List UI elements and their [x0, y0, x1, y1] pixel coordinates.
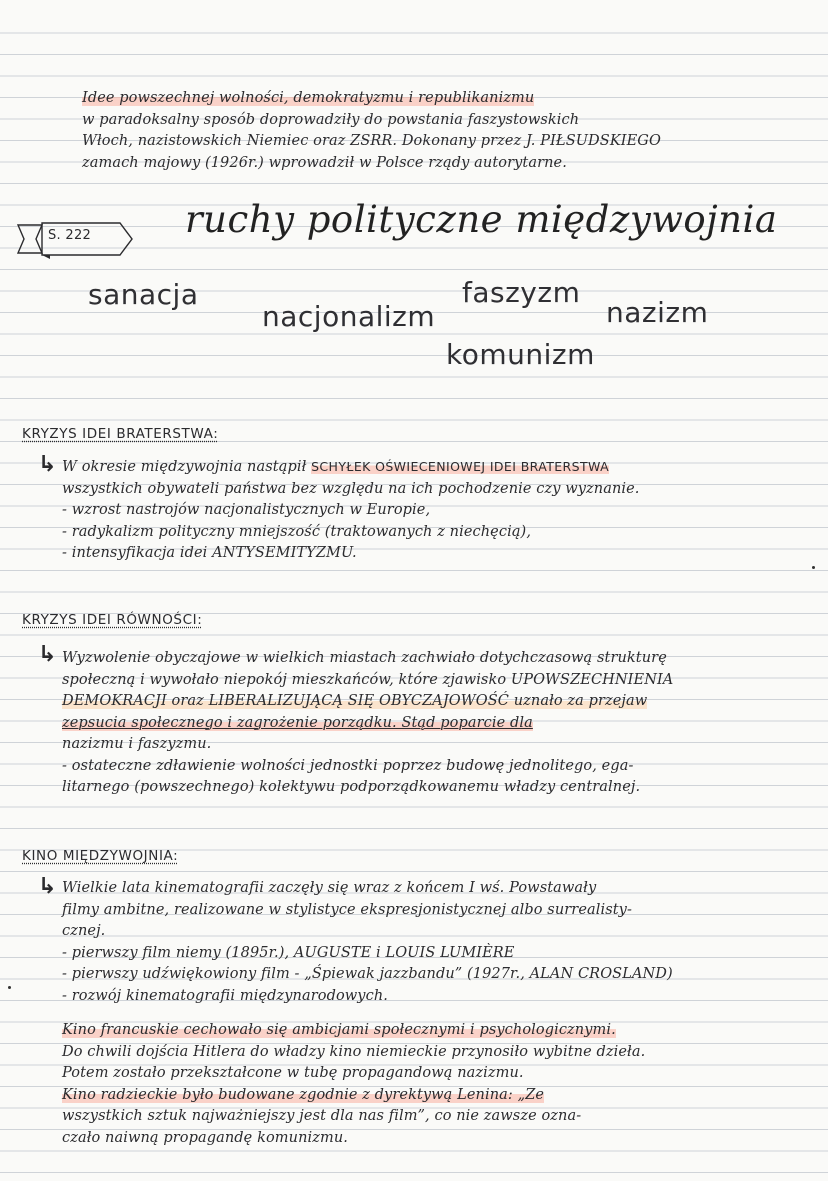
intro-line-4: zamach majowy (1926r.) wprowadził w Polsce rządy autorytarne.: [82, 154, 567, 171]
arrow-icon: ↳: [38, 452, 57, 477]
section3-bullet-3: - rozwój kinematografii międzynarodowych.: [62, 987, 388, 1004]
margin-dot: [812, 566, 815, 569]
intro-paragraph: [82, 88, 802, 174]
section1-bullet-2: - radykalizm polityczny mniejszość (traktowanych z niechęcią),: [62, 523, 532, 540]
closing-line-1: Kino francuskie cechowało się ambicjami społecznymi i psychologicznymi.: [62, 1022, 616, 1038]
section3-line-2: filmy ambitne, realizowane w stylistyce ekspresjonistycznej albo surrealisty-: [62, 901, 632, 918]
intro-line-2: w paradoksalny sposób doprowadziły do powstania faszystowskich: [82, 111, 580, 128]
section2-bullet-2: litarnego (powszechnego) kolektywu podporządkowanemu władzy centralnej.: [62, 779, 641, 795]
closing-line-6: czało naiwną propagandę komunizmu.: [62, 1129, 348, 1146]
topic-komunizm: komunizm: [446, 338, 595, 371]
section2-line-5: nazizmu i faszyzmu.: [62, 736, 212, 752]
closing-line-4: Kino radzieckie było budowane zgodnie z dyrektywą Lenina: „Ze: [62, 1086, 545, 1103]
topic-nacjonalizm: nacjonalizm: [262, 300, 436, 333]
section3-bullet-2: - pierwszy udźwiękowiony film - „Śpiewak jazzbandu” (1927r., ALAN CROSLAND): [62, 966, 673, 982]
section1-line-1: W okresie międzywojnia nastąpił SCHYŁEK OŚWIECENIOWEJ IDEI BRATERSTWA: [62, 459, 610, 475]
page-ref-label: S. 222: [48, 228, 92, 243]
section2-line-3: DEMOKRACJI oraz LIBERALIZUJĄCĄ SIĘ OBYCZAJOWOŚĆ uznało za przejaw: [62, 693, 648, 709]
closing-line-2: Do chwili dojścia Hitlera do władzy kino niemieckie przynosiło wybitne dzieła.: [62, 1043, 646, 1060]
arrow-icon: ↳: [38, 642, 57, 667]
closing-paragraph: [62, 1020, 822, 1149]
section2-bullet-1: - ostateczne zdławienie wolności jednostki poprzez budowę jednolitego, ega-: [62, 757, 634, 774]
intro-line-3: Włoch, nazistowskich Niemiec oraz ZSRR. Dokonany przez J. PIŁSUDSKIEGO: [82, 133, 661, 149]
section1-line-2: wszystkich obywateli państwa bez względu na ich pochodzenie czy wyznanie.: [62, 480, 640, 497]
section1-bullet-3: - intensyfikacja idei ANTYSEMITYZMU.: [62, 545, 357, 561]
topic-sanacja: sanacja: [88, 278, 199, 311]
margin-dot: [8, 986, 11, 989]
page-title: ruchy polityczne międzywojnia: [185, 198, 778, 241]
closing-line-3: Potem zostało przekształcone w tubę propagandową nazizmu.: [62, 1065, 524, 1081]
section3-body: [62, 878, 822, 1007]
intro-line-1: Idee powszechnej wolności, demokratyzmu i republikanizmu: [82, 90, 535, 106]
section1-bullet-1: - wzrost nastrojów nacjonalistycznych w Europie,: [62, 502, 431, 518]
section2-line-1: Wyzwolenie obyczajowe w wielkich miastach zachwiało dotychczasową strukturę: [62, 650, 667, 666]
section2-body: [62, 648, 822, 799]
section-heading-kino: KINO MIĘDZYWOJNIA:: [22, 848, 179, 864]
topic-faszyzm: faszyzm: [462, 276, 581, 309]
section2-line-4: zepsucia społecznego i zagrożenie porządku. Stąd poparcie dla: [62, 714, 533, 731]
section-heading-rownosc: KRYZYS IDEI RÓWNOŚCI:: [22, 612, 203, 628]
arrow-icon: ↳: [38, 874, 57, 899]
closing-line-5: wszystkich sztuk najważniejszy jest dla nas film”, co nie zawsze ozna-: [62, 1108, 582, 1124]
section1-body: [62, 456, 822, 565]
section2-line-2: społeczną i wywołało niepokój mieszkańców, które zjawisko UPOWSZECHNIENIA: [62, 671, 674, 688]
topic-nazizm: nazizm: [606, 296, 709, 329]
section3-line-3: cznej.: [62, 923, 106, 939]
section3-bullet-1: - pierwszy film niemy (1895r.), AUGUSTE i LOUIS LUMIÈRE: [62, 944, 515, 961]
section-heading-braterstwo: KRYZYS IDEI BRATERSTWA:: [22, 426, 219, 442]
section3-line-1: Wielkie lata kinematografii zaczęły się wraz z końcem I wś. Powstawały: [62, 880, 597, 896]
